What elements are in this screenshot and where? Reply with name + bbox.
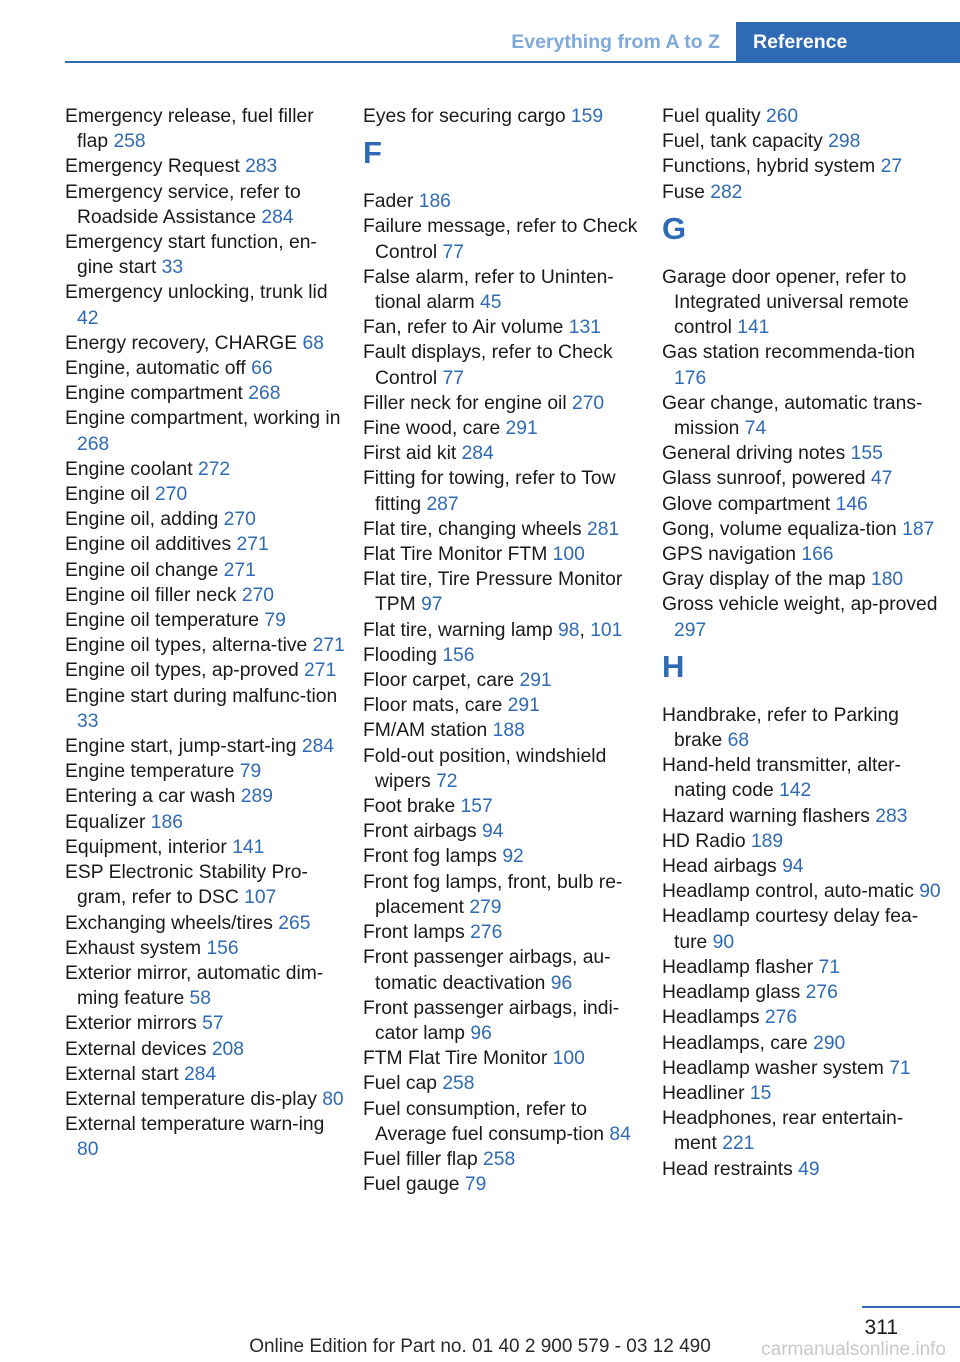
page-link[interactable]: 268 <box>77 433 110 455</box>
index-entry-text: Emergency release, fuel filler flap <box>65 106 314 153</box>
index-entry-text: Floor carpet, care <box>363 670 515 692</box>
page-link[interactable]: 79 <box>239 761 262 783</box>
page-link[interactable]: 79 <box>264 610 286 632</box>
page-link[interactable]: 270 <box>155 484 188 506</box>
header-section-title: Everything from A to Z <box>511 31 720 53</box>
page-link[interactable]: 272 <box>197 458 231 480</box>
index-entry <box>662 703 944 753</box>
page-link[interactable]: 79 <box>464 1174 487 1196</box>
page-link[interactable]: 80 <box>322 1088 344 1110</box>
page-link[interactable]: 166 <box>801 544 834 566</box>
index-entry <box>363 104 645 129</box>
page-link[interactable]: 186 <box>150 811 183 833</box>
index-entry-text: Fuel, tank capacity <box>662 131 823 153</box>
page-link[interactable]: 260 <box>765 106 799 127</box>
index-entry <box>363 1097 645 1147</box>
index-entry-text: Headlamps <box>662 1007 760 1029</box>
page-link[interactable]: 71 <box>818 956 840 978</box>
page-link[interactable]: 258 <box>483 1148 516 1170</box>
index-entry-text: FTM Flat Tire Monitor <box>363 1048 548 1070</box>
page-link[interactable]: 71 <box>889 1057 911 1079</box>
index-entry-text: First aid kit <box>363 443 457 465</box>
index-entry <box>662 104 944 129</box>
page-link[interactable]: 188 <box>492 720 525 742</box>
index-entry <box>662 265 944 341</box>
page-link[interactable]: 176 <box>674 367 707 389</box>
index-column-3 <box>662 104 944 1182</box>
index-entry <box>65 280 347 330</box>
index-entry <box>65 608 347 633</box>
page-link[interactable]: 258 <box>442 1073 475 1095</box>
index-entry-text: Flat Tire Monitor FTM <box>363 544 548 566</box>
page-link[interactable]: 291 <box>505 418 538 440</box>
index-entry-text: Fuse <box>662 181 705 203</box>
watermark: carmanualsonline.info <box>761 1339 946 1360</box>
index-entry-text: Functions, hybrid system <box>662 156 876 178</box>
index-entry-text: Gas station recommenda-tion <box>662 342 915 364</box>
page-link[interactable]: 33 <box>161 257 184 279</box>
index-entry <box>65 457 347 482</box>
index-entry <box>363 718 645 743</box>
index-entry <box>65 1011 347 1036</box>
page-link[interactable]: 284 <box>301 736 335 758</box>
index-entry-text: Fold-out position, windshield wipers <box>363 745 607 792</box>
index-entry-text: Glass sunroof, powered <box>662 468 866 490</box>
index-entry <box>662 904 944 954</box>
index-entry-text: Energy recovery, CHARGE <box>65 332 298 354</box>
index-entry-text: Front airbags <box>363 821 477 843</box>
page-link[interactable]: 284 <box>461 443 494 465</box>
page-link[interactable]: 283 <box>875 805 908 827</box>
page-link[interactable]: 189 <box>750 830 784 852</box>
page-link[interactable]: 66 <box>251 358 273 380</box>
index-entry-text: Front passenger airbags, au-tomatic deactivation <box>363 947 611 994</box>
page-link[interactable]: 15 <box>749 1082 772 1104</box>
index-entry-text: Engine oil, adding <box>65 509 219 531</box>
page-link[interactable]: 131 <box>568 317 601 339</box>
index-entry <box>65 154 347 179</box>
page-link[interactable]: 100 <box>552 544 585 566</box>
index-entry <box>65 230 347 280</box>
index-entry <box>662 1157 944 1182</box>
edition-note: Online Edition for Part no. 01 40 2 900 579 - 03 12 490 <box>249 1336 711 1357</box>
index-entry-text: Garage door opener, refer to Integrated universal remote control <box>662 266 909 339</box>
page-link[interactable]: 96 <box>550 972 573 994</box>
index-entry <box>65 810 347 835</box>
index-entry-text: Fuel quality <box>662 106 761 127</box>
index-entry <box>363 542 645 567</box>
index-entry <box>363 416 645 441</box>
page-link[interactable]: 186 <box>418 191 451 213</box>
index-entry <box>65 180 347 230</box>
section-letter: H <box>662 648 685 684</box>
index-entry-text: Engine, automatic off <box>65 358 246 380</box>
index-entry <box>363 1071 645 1096</box>
page-link[interactable]: 141 <box>232 836 265 858</box>
index-entry <box>363 819 645 844</box>
index-entry-text: External temperature dis-play <box>65 1088 317 1110</box>
page-link[interactable]: 42 <box>77 307 99 329</box>
index-entry-text: Handbrake, refer to Parking brake <box>662 704 899 752</box>
page-link[interactable]: 159 <box>570 106 604 127</box>
page-link[interactable]: 290 <box>813 1032 846 1054</box>
index-entry-text: Fitting for towing, refer to Tow fitting <box>363 468 616 515</box>
page-link[interactable]: 58 <box>189 988 211 1010</box>
index-entry <box>662 879 944 904</box>
index-entry <box>363 315 645 340</box>
index-entry-text: Failure message, refer to Check Control <box>363 216 638 263</box>
index-entry <box>65 961 347 1011</box>
index-entry <box>65 558 347 583</box>
index-entry <box>662 1081 944 1106</box>
index-entry-text: HD Radio <box>662 830 746 852</box>
page-link[interactable]: 271 <box>223 559 256 581</box>
index-entry <box>65 835 347 860</box>
index-entry-text: Fault displays, refer to Check Control <box>363 342 613 389</box>
page-link[interactable]: 45 <box>480 292 502 314</box>
index-entry <box>363 214 645 264</box>
index-entry-text: Filler neck for engine oil <box>363 392 567 414</box>
index-entry-text: Fuel filler flap <box>363 1148 478 1170</box>
index-entry <box>65 633 347 658</box>
index-entry <box>662 1031 944 1056</box>
index-entry-text: Gong, volume equaliza-tion <box>662 518 897 540</box>
index-entry <box>363 996 645 1046</box>
index-entry-text: Flat tire, Tire Pressure Monitor TPM <box>363 569 623 616</box>
index-entry-text: Headlamp control, auto-matic <box>662 881 914 903</box>
page-link[interactable]: 68 <box>727 730 750 752</box>
index-entry <box>662 955 944 980</box>
index-entry <box>662 180 944 205</box>
index-entry-text: Equipment, interior <box>65 836 227 858</box>
index-entry-text: Exterior mirror, automatic dim-ming feature <box>65 962 324 1010</box>
index-entry <box>65 1062 347 1087</box>
page-link[interactable]: 74 <box>744 418 767 440</box>
index-entry <box>662 1056 944 1081</box>
index-entry <box>363 668 645 693</box>
index-entry-text: GPS navigation <box>662 544 796 566</box>
page-link[interactable]: 96 <box>470 1022 492 1044</box>
index-entry-text: Engine oil <box>65 484 150 506</box>
page-link[interactable]: 276 <box>764 1007 798 1029</box>
page-link[interactable]: 221 <box>722 1133 755 1155</box>
page-link[interactable]: 107 <box>244 887 277 909</box>
index-entry-text: Emergency service, refer to Roadside Assistance <box>65 181 301 228</box>
index-entry-text: Flat tire, changing wheels <box>363 518 582 540</box>
index-entry-text: Emergency unlocking, trunk lid <box>65 282 328 304</box>
index-entry-text: Engine start during malfunc-tion <box>65 685 338 707</box>
index-entry <box>65 356 347 381</box>
index-entry <box>662 154 944 179</box>
index-entry <box>65 684 347 734</box>
index-entry <box>363 643 645 668</box>
page-link[interactable]: 92 <box>502 846 524 868</box>
index-entry <box>662 441 944 466</box>
index-entry <box>65 583 347 608</box>
index-entry <box>65 482 347 507</box>
page-link[interactable]: 271 <box>312 635 345 657</box>
index-entry-text: Gray display of the map <box>662 569 866 591</box>
index-entry-text: Headlamp courtesy delay fea-ture <box>662 906 919 953</box>
header-tab-reference: Reference <box>736 22 960 62</box>
page-link[interactable]: 291 <box>519 670 552 692</box>
page-link[interactable]: 101 <box>590 619 623 641</box>
index-entry-text: External start <box>65 1063 179 1085</box>
index-entry <box>363 794 645 819</box>
index-entry <box>363 945 645 995</box>
index-entry-text: Exchanging wheels/tires <box>65 912 273 934</box>
index-column-1 <box>65 104 347 1163</box>
index-entry-text: False alarm, refer to Uninten-tional alarm <box>363 266 614 314</box>
page-link[interactable]: 270 <box>223 509 256 531</box>
page-link[interactable]: 281 <box>587 518 620 540</box>
page-link[interactable]: 265 <box>278 912 311 934</box>
page-link[interactable]: 68 <box>302 332 324 354</box>
index-entry <box>65 784 347 809</box>
index-entry-text: Fuel consumption, refer to Average fuel consump-tion <box>363 1098 605 1145</box>
index-entry <box>363 567 645 617</box>
page-link[interactable]: 268 <box>248 383 281 405</box>
index-entry-text: External devices <box>65 1038 207 1060</box>
index-entry <box>363 391 645 416</box>
page-link[interactable]: 98 <box>558 619 580 641</box>
page-link[interactable]: 282 <box>710 181 743 203</box>
index-entry-text: Engine oil additives <box>65 534 232 556</box>
page-link[interactable]: 297 <box>674 619 707 641</box>
section-letter: G <box>662 210 687 246</box>
index-entry-text: FM/AM station <box>363 720 488 742</box>
index-entry <box>65 1037 347 1062</box>
index-entry-text: Gear change, automatic trans-mission <box>662 392 923 440</box>
page-link[interactable]: 90 <box>712 931 735 953</box>
footer-rule <box>862 1306 960 1308</box>
index-entry <box>363 340 645 390</box>
index-entry <box>65 331 347 356</box>
index-entry-text: Headlamp washer system <box>662 1057 884 1079</box>
index-entry <box>363 466 645 516</box>
index-entry <box>662 854 944 879</box>
index-entry-text: Head restraints <box>662 1158 793 1180</box>
page-link[interactable]: 284 <box>183 1063 217 1085</box>
index-entry <box>662 1005 944 1030</box>
index-entry-text: Front lamps <box>363 922 465 944</box>
page-link[interactable]: 49 <box>798 1158 820 1180</box>
page-link[interactable]: 97 <box>421 594 443 616</box>
index-entry <box>65 406 347 456</box>
index-entry <box>363 189 645 214</box>
index-entry-text: Engine oil change <box>65 559 219 581</box>
index-entry <box>662 592 944 642</box>
page-link[interactable]: 57 <box>202 1013 224 1035</box>
index-entry-text: Engine compartment, working in <box>65 408 341 430</box>
page-link[interactable]: 146 <box>835 493 868 515</box>
index-entry <box>363 870 645 920</box>
index-entry-text: Engine oil types, ap-proved <box>65 660 299 682</box>
index-entry <box>65 911 347 936</box>
page-link[interactable]: 100 <box>552 1048 585 1070</box>
index-entry <box>65 1087 347 1112</box>
index-entry-text: ESP Electronic Stability Pro-gram, refer to DSC <box>65 862 308 909</box>
index-entry <box>662 466 944 491</box>
page-link[interactable]: 271 <box>304 660 337 682</box>
index-entry-text: Glove compartment <box>662 493 831 515</box>
index-entry <box>662 492 944 517</box>
page-link[interactable]: 289 <box>240 786 273 808</box>
index-entry <box>363 920 645 945</box>
page-link[interactable]: 47 <box>871 468 893 490</box>
index-entry <box>65 507 347 532</box>
page-link[interactable]: 84 <box>609 1123 631 1145</box>
page-link[interactable]: 155 <box>850 443 883 465</box>
index-entry-text: Eyes for securing cargo <box>363 106 566 127</box>
index-entry <box>363 265 645 315</box>
index-entry-text: Headlamps, care <box>662 1032 808 1054</box>
index-entry <box>662 980 944 1005</box>
index-entry: Flat tire, warning lamp 98, 101 <box>363 619 623 641</box>
index-entry-text: Equalizer <box>65 811 146 833</box>
index-entry-text: Fan, refer to Air volume <box>363 317 564 339</box>
index-entry <box>65 860 347 910</box>
page-link[interactable]: 187 <box>902 518 935 540</box>
page-number: 311 <box>864 1316 898 1339</box>
page-link[interactable]: 276 <box>470 922 503 944</box>
index-entry <box>363 517 645 542</box>
index-entry <box>662 391 944 441</box>
page-link[interactable]: 298 <box>828 131 861 153</box>
index-entry <box>662 340 944 390</box>
index-entry <box>662 804 944 829</box>
index-entry-text: Front fog lamps, front, bulb re-placement <box>363 871 623 918</box>
index-entry-text: Exterior mirrors <box>65 1013 197 1035</box>
index-entry <box>662 517 944 542</box>
index-entry-text: Fine wood, care <box>363 418 501 440</box>
index-entry <box>363 844 645 869</box>
index-entry-text: Engine temperature <box>65 761 235 783</box>
index-entry-text: Engine oil temperature <box>65 610 259 632</box>
section-letter: F <box>363 135 382 171</box>
index-entry <box>65 104 347 154</box>
index-entry <box>65 1112 347 1162</box>
index-entry <box>65 936 347 961</box>
index-entry <box>662 1106 944 1156</box>
page-link[interactable]: 156 <box>442 644 475 666</box>
index-entry <box>363 441 645 466</box>
index-entry <box>65 759 347 784</box>
index-entry-text: Hazard warning flashers <box>662 805 870 827</box>
page-link[interactable]: 258 <box>113 131 146 153</box>
page-link[interactable]: 94 <box>481 821 504 843</box>
index-entry <box>65 734 347 759</box>
page-link[interactable]: 156 <box>206 937 239 959</box>
index-entry <box>662 129 944 154</box>
index-entry-text: Fuel gauge <box>363 1174 460 1196</box>
page-link[interactable]: 94 <box>782 856 804 878</box>
page-link[interactable]: 141 <box>737 317 770 339</box>
index-entry-text: Front fog lamps <box>363 846 497 868</box>
page-link[interactable]: 270 <box>241 584 275 606</box>
index-entry <box>662 829 944 854</box>
index-entry-text: General driving notes <box>662 443 846 465</box>
page-link[interactable]: 33 <box>77 710 99 732</box>
index-entry <box>662 753 944 803</box>
index-entry-text: Floor mats, care <box>363 695 503 717</box>
page-link[interactable]: 271 <box>236 534 269 556</box>
index-entry-text: Engine oil types, alterna-tive <box>65 635 308 657</box>
index-entry-text: Front passenger airbags, indi-cator lamp <box>363 997 620 1044</box>
index-entry-text: External temperature warn-ing <box>65 1114 325 1136</box>
page-link[interactable]: 77 <box>442 241 464 263</box>
index-entry <box>65 381 347 406</box>
index-entry-text: Gross vehicle weight, ap-proved <box>662 594 938 616</box>
index-entry-text: Headphones, rear entertain-ment <box>662 1108 904 1155</box>
index-entry-text: Engine coolant <box>65 458 193 480</box>
index-entry-text: Headliner <box>662 1082 745 1104</box>
page-link[interactable]: 80 <box>77 1139 99 1161</box>
index-entry <box>65 532 347 557</box>
page-link[interactable]: 180 <box>870 569 904 591</box>
index-entry <box>363 744 645 794</box>
header-rule <box>65 61 960 63</box>
index-entry <box>363 1046 645 1071</box>
index-entry-text: Hand-held transmitter, alter-nating code <box>662 755 901 802</box>
index-entry-text: Headlamp flasher <box>662 956 814 978</box>
index-entry-text: Engine start, jump-start-ing <box>65 736 297 758</box>
page-link[interactable]: 276 <box>805 982 838 1004</box>
page-link[interactable]: 208 <box>211 1038 244 1060</box>
index-entry-text: Flooding <box>363 644 437 666</box>
index-entry <box>363 693 645 718</box>
page-link[interactable]: 283 <box>245 156 278 178</box>
page-link[interactable]: 72 <box>436 770 458 792</box>
page-link[interactable]: 279 <box>469 896 502 918</box>
page-link[interactable]: 77 <box>442 367 464 389</box>
page-link[interactable]: 270 <box>571 392 605 414</box>
index-column-2 <box>363 104 645 1197</box>
index-entry <box>662 542 944 567</box>
page-link[interactable]: 291 <box>507 695 540 717</box>
index-entry-text: Head airbags <box>662 856 777 878</box>
index-entry-text: Headlamp glass <box>662 982 801 1004</box>
page-link[interactable]: 27 <box>880 156 903 178</box>
index-entry-text: Entering a car wash <box>65 786 236 808</box>
index-entry-text: Foot brake <box>363 796 456 818</box>
page-link[interactable]: 287 <box>426 493 459 515</box>
index-entry-text: Fader <box>363 191 414 213</box>
index-entry <box>65 658 347 683</box>
index-entry <box>363 1172 645 1197</box>
index-entry-text: Engine compartment <box>65 383 243 405</box>
index-entry-text: Emergency Request <box>65 156 240 178</box>
page-link[interactable]: 142 <box>779 780 812 802</box>
index-entry <box>662 567 944 592</box>
page-link[interactable]: 90 <box>919 881 941 903</box>
index-entry-text: Fuel cap <box>363 1073 437 1095</box>
index-entry <box>363 1147 645 1172</box>
index-entry-text: Emergency start function, en-gine start <box>65 232 317 279</box>
index-entry-text: Exhaust system <box>65 937 202 959</box>
index-entry-text: Engine oil filler neck <box>65 584 237 606</box>
page-link[interactable]: 157 <box>460 796 493 818</box>
page-link[interactable]: 284 <box>261 206 294 228</box>
index-entry-text: Flat tire, warning lamp <box>363 619 553 641</box>
